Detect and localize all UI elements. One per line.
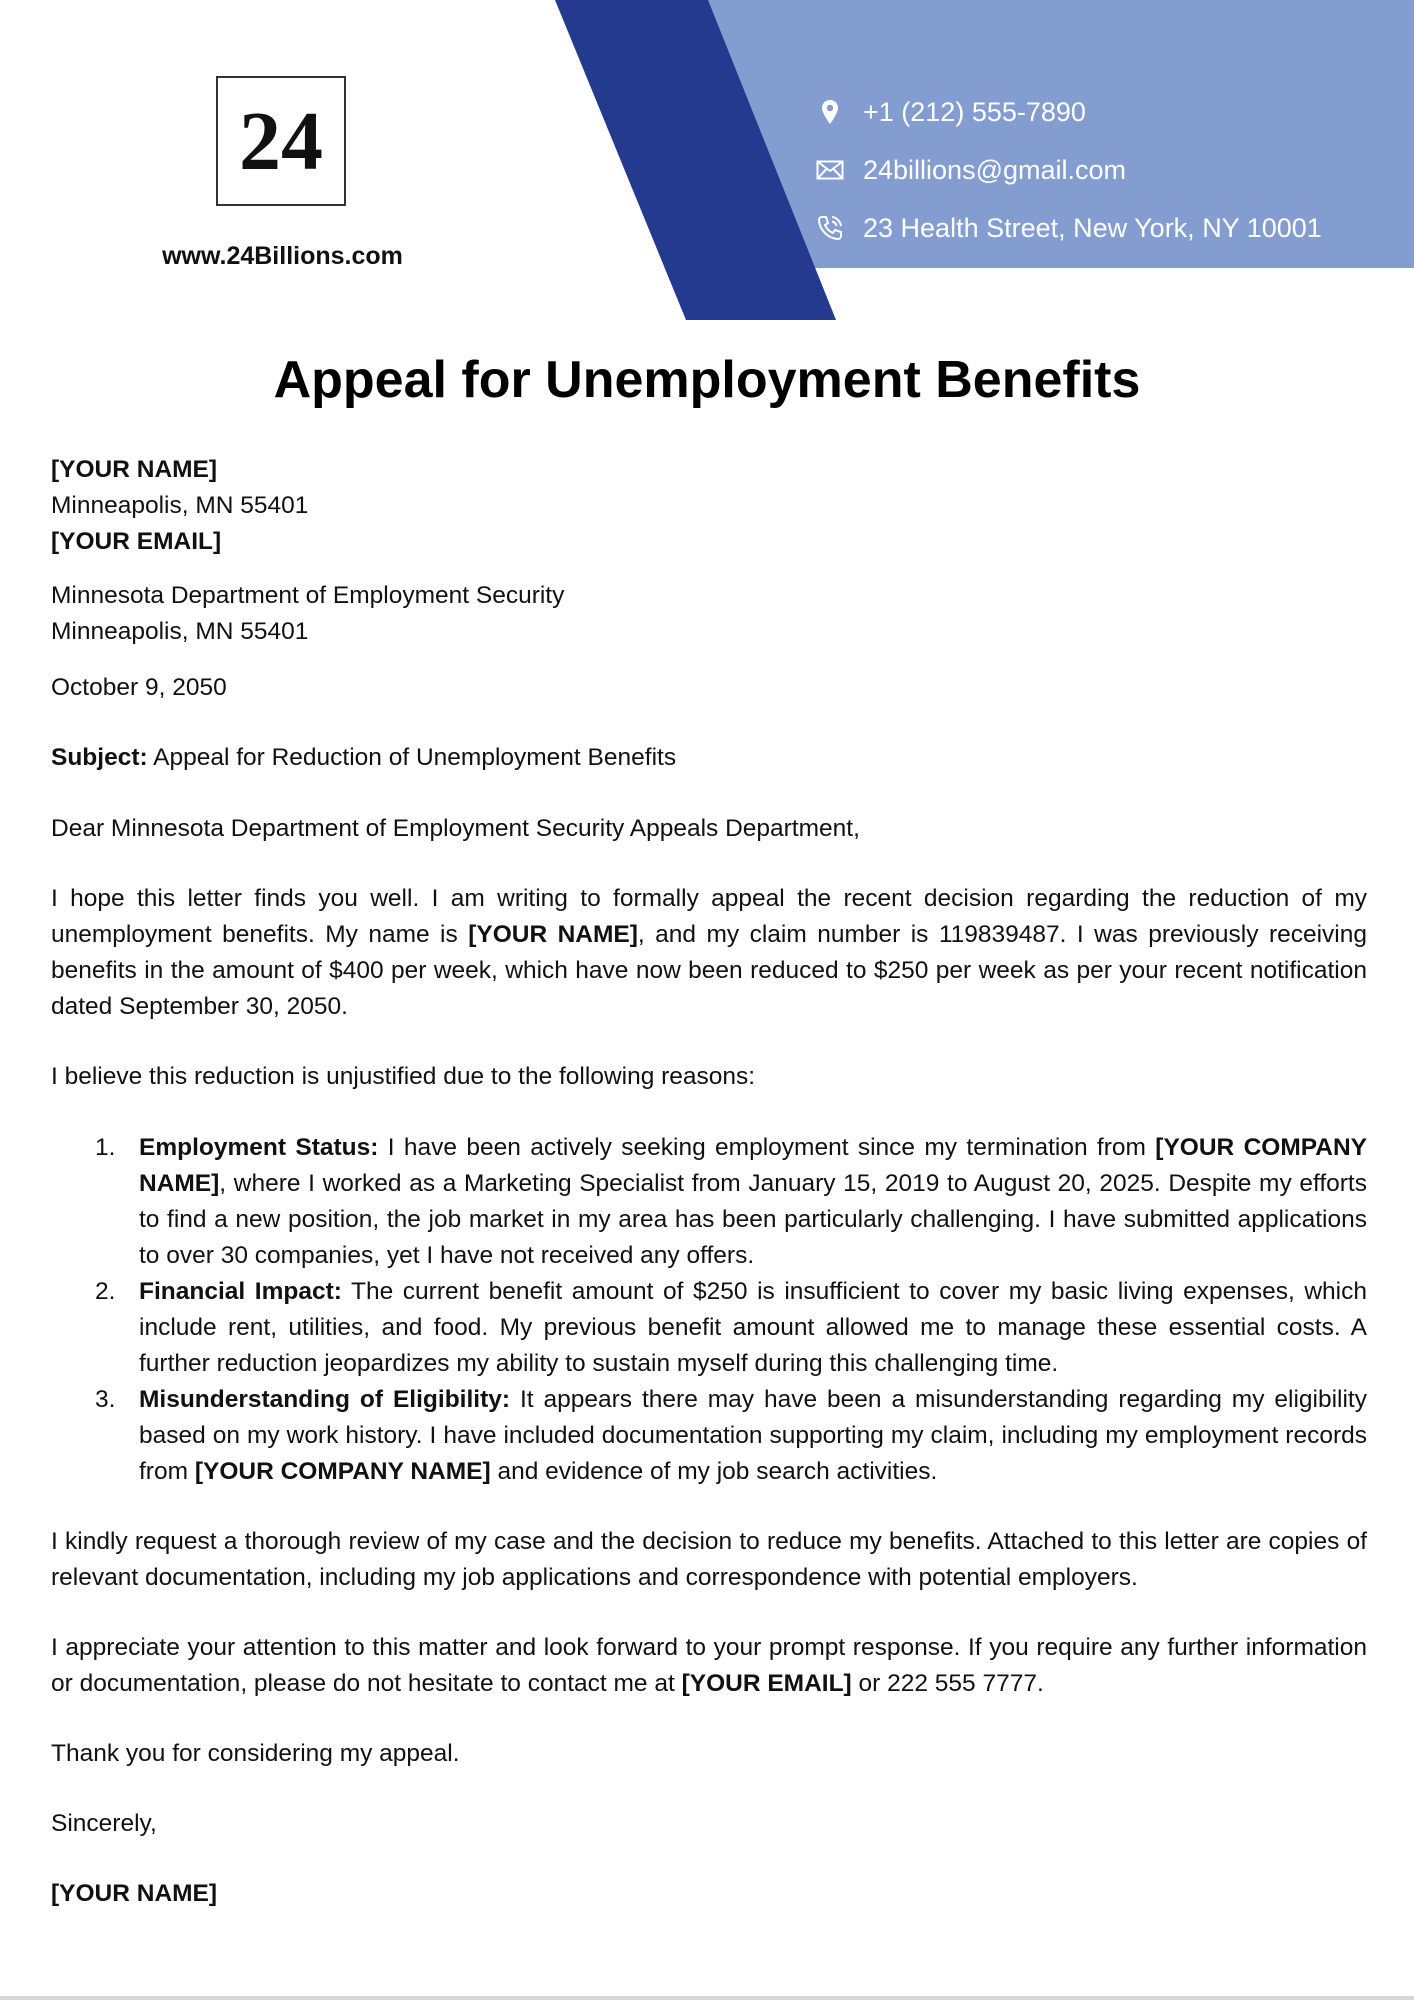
location-pin-icon (815, 97, 845, 127)
letter-body (51, 452, 1367, 1912)
request-paragraph: I kindly request a thorough review of my case and the decision to reduce my benefits. Attached to this letter are copies of relevant documentation, including my job applications and correspondence with potential employers. (51, 1528, 1367, 1591)
sender-block (51, 452, 1367, 560)
recipient-org: Minnesota Department of Employment Security (51, 582, 565, 609)
subject-text: Appeal for Reduction of Unemployment Benefits (147, 744, 677, 771)
reason-item (51, 1382, 1367, 1490)
page-title: Appeal for Unemployment Benefits (273, 351, 1141, 409)
reason-number: 2. (95, 1278, 116, 1305)
letter-date: October 9, 2050 (51, 674, 227, 701)
contact-phone-row (815, 92, 1086, 132)
sender-city: Minneapolis, MN 55401 (51, 492, 309, 519)
followup-text-1: I appreciate your attention to this matter and look forward to your prompt response. If you require any further information or documentation, please do not hesitate to contact me at (51, 1634, 1367, 1697)
salutation: Dear Minnesota Department of Employment Security Appeals Department, (51, 815, 860, 842)
contact-address: 23 Health Street, New York, NY 10001 (863, 212, 1322, 243)
reason-company: [YOUR COMPANY NAME] (194, 1458, 491, 1485)
reason-text: The current benefit amount of $250 is insufficient to cover my basic living expenses, which include rent, utilities, and food. My previous benefit amount allowed me to manage these essential costs. A further reduction jeopardizes my ability to sustain myself during this challenging time. (139, 1278, 1367, 1377)
reason-text: and evidence of my job search activities. (490, 1458, 938, 1485)
reason-company: [YOUR COMPANY NAME] (139, 1134, 1367, 1197)
thanks-line: Thank you for considering my appeal. (51, 1740, 460, 1767)
reasons-list (51, 1130, 1367, 1490)
sender-email: [YOUR EMAIL] (51, 528, 222, 555)
reason-number: 3. (95, 1386, 116, 1413)
reason-number: 1. (95, 1134, 116, 1161)
subject-line (51, 740, 1367, 776)
sender-name: [YOUR NAME] (51, 456, 218, 483)
signature: [YOUR NAME] (51, 1880, 218, 1907)
envelope-icon (815, 155, 845, 185)
intro-text-1: I hope this letter finds you well. I am writing to formally appeal the recent decision regarding the reduction of my unemployment benefits. My name is (51, 885, 1367, 948)
intro-paragraph (51, 881, 1367, 1025)
company-website[interactable]: www.24Billions.com (162, 242, 403, 270)
recipient-block (51, 578, 1367, 650)
reason-text: It appears there may have been a misunderstanding regarding my eligibility based on my work history. I have included documentation supporting my claim, including my employment records from (139, 1386, 1367, 1485)
page-bottom-edge (0, 1996, 1414, 2000)
reason-item (51, 1130, 1367, 1274)
reason-label: Employment Status: (139, 1134, 379, 1161)
reasons-intro: I believe this reduction is unjustified due to the following reasons: (51, 1063, 756, 1090)
reason-text: I have been actively seeking employment since my termination from (378, 1134, 1156, 1161)
subject-label: Subject: (51, 744, 148, 771)
reason-label: Misunderstanding of Eligibility: (139, 1386, 511, 1413)
contact-email[interactable]: 24billions@gmail.com (863, 154, 1127, 185)
followup-text-2: or 222 555 7777. (851, 1670, 1044, 1697)
reason-text: , where I worked as a Marketing Specialist from January 15, 2019 to August 20, 2025. Despite my efforts to find a new position, the job market in my area has been particularly challenging. I have submitted applications to over 30 companies, yet I have not received any offers. (139, 1170, 1367, 1269)
reason-label: Financial Impact: (139, 1278, 342, 1305)
followup-email: [YOUR EMAIL] (681, 1670, 852, 1697)
followup-paragraph (51, 1630, 1367, 1702)
contact-address-row (815, 208, 1322, 248)
intro-text-2: , and my claim number is 119839487. I was previously receiving benefits in the amount of $400 per week, which have now been reduced to $250 per week as per your recent notification dated September 30, 2050. (51, 921, 1367, 1020)
intro-name: [YOUR NAME] (468, 921, 638, 948)
recipient-city: Minneapolis, MN 55401 (51, 618, 309, 645)
reason-item (51, 1274, 1367, 1382)
company-logo (216, 76, 346, 206)
contact-phone[interactable]: +1 (212) 555-7890 (863, 96, 1086, 127)
contact-email-row (815, 150, 1126, 190)
closing-line: Sincerely, (51, 1810, 157, 1837)
phone-icon (815, 213, 845, 243)
logo-text: 24 (239, 94, 323, 188)
